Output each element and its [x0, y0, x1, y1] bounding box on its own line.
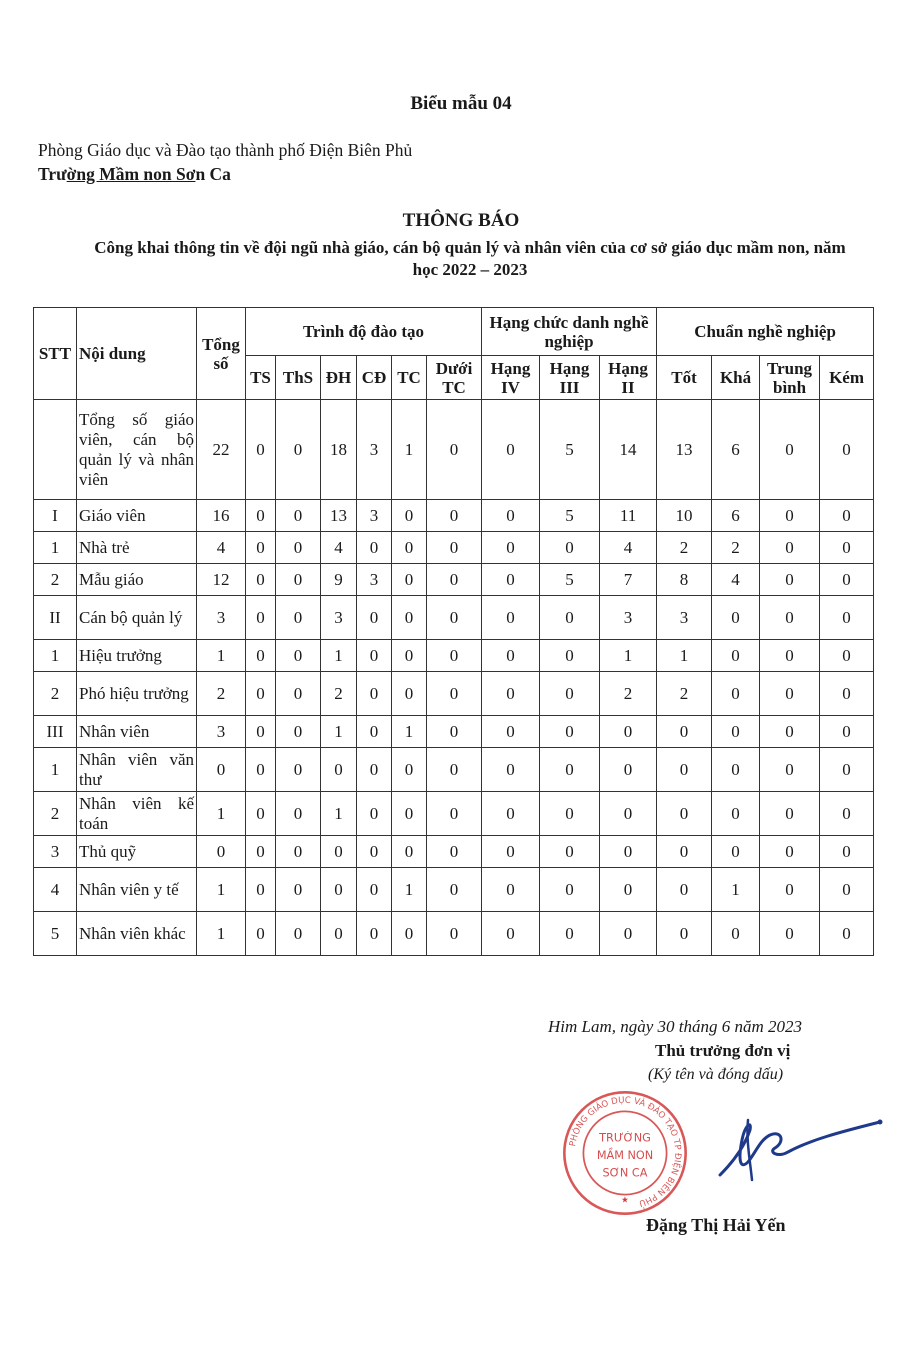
row-value: 0 — [276, 792, 321, 836]
row-total: 1 — [197, 792, 246, 836]
row-value: 0 — [392, 792, 427, 836]
row-value: 0 — [712, 672, 760, 716]
row-value: 0 — [600, 748, 657, 792]
row-value: 3 — [321, 596, 357, 640]
row-value: 0 — [246, 716, 276, 748]
row-value: 0 — [482, 912, 540, 956]
row-value: 0 — [427, 912, 482, 956]
department-name: Phòng Giáo dục và Đào tạo thành phố Điện Biên Phủ — [38, 140, 413, 160]
row-value: 0 — [276, 672, 321, 716]
row-value: 0 — [760, 868, 820, 912]
row-value: 0 — [712, 596, 760, 640]
row-value: 3 — [657, 596, 712, 640]
row-value: 0 — [321, 868, 357, 912]
row-value: 0 — [760, 596, 820, 640]
row-value: 0 — [392, 672, 427, 716]
row-value: 0 — [482, 596, 540, 640]
row-value: 5 — [540, 564, 600, 596]
row-value: 2 — [657, 672, 712, 716]
row-value: 4 — [712, 564, 760, 596]
staff-table — [33, 307, 874, 956]
row-value: 0 — [392, 500, 427, 532]
row-value: 0 — [482, 400, 540, 500]
row-value: 0 — [427, 500, 482, 532]
row-value: 0 — [427, 640, 482, 672]
row-value: 0 — [600, 716, 657, 748]
row-value: 2 — [321, 672, 357, 716]
signer-note: (Ký tên và đóng dấu) — [648, 1066, 784, 1083]
row-total: 1 — [197, 912, 246, 956]
table-row — [34, 836, 874, 868]
row-value: 0 — [246, 868, 276, 912]
row-value: 0 — [321, 836, 357, 868]
row-value: 4 — [600, 532, 657, 564]
place-date: Him Lam, ngày 30 tháng 6 năm 2023 — [548, 1017, 803, 1036]
row-value: 0 — [392, 640, 427, 672]
row-total: 22 — [197, 400, 246, 500]
row-value: 6 — [712, 500, 760, 532]
row-total: 12 — [197, 564, 246, 596]
row-value: 3 — [357, 500, 392, 532]
row-value: 0 — [657, 912, 712, 956]
table-row — [34, 596, 874, 640]
row-value: 0 — [600, 868, 657, 912]
row-value: 0 — [760, 564, 820, 596]
row-value: 0 — [357, 672, 392, 716]
document-subtitle: Công khai thông tin về đội ngũ nhà giáo, cán bộ quản lý và nhân viên của cơ sở giáo dục mầm non, năm học 2022 – 2023 — [94, 238, 846, 279]
row-value: 1 — [321, 640, 357, 672]
row-value: 0 — [760, 836, 820, 868]
row-value: 0 — [482, 836, 540, 868]
header-total: Tổng số — [197, 308, 246, 400]
row-value: 0 — [657, 792, 712, 836]
header-column: Dưới TC — [427, 356, 482, 400]
table-row — [34, 500, 874, 532]
row-value: 0 — [427, 836, 482, 868]
row-stt: 1 — [34, 532, 77, 564]
signer-name: Đặng Thị Hải Yến — [646, 1215, 786, 1235]
row-value: 0 — [600, 792, 657, 836]
row-value: 0 — [482, 532, 540, 564]
row-value: 0 — [820, 836, 874, 868]
row-total: 0 — [197, 748, 246, 792]
row-stt: I — [34, 500, 77, 532]
official-stamp — [560, 1088, 690, 1218]
table-row — [34, 672, 874, 716]
row-value: 0 — [321, 748, 357, 792]
row-value: 0 — [392, 836, 427, 868]
row-stt: III — [34, 716, 77, 748]
row-value: 1 — [712, 868, 760, 912]
row-value: 1 — [321, 716, 357, 748]
row-value: 0 — [246, 564, 276, 596]
row-value: 0 — [820, 596, 874, 640]
form-number: Biểu mẫu 04 — [410, 93, 512, 114]
header-stt: STT — [34, 308, 77, 400]
row-value: 1 — [600, 640, 657, 672]
row-stt: 1 — [34, 748, 77, 792]
header-column: ThS — [276, 356, 321, 400]
row-name: Cán bộ quản lý — [77, 596, 197, 640]
stamp-ring-text: PHÒNG GIÁO DỤC VÀ ĐÀO TẠO TP ĐIỆN BIÊN PHỦ — [568, 1095, 683, 1209]
row-total: 2 — [197, 672, 246, 716]
header-column: Hạng IV — [482, 356, 540, 400]
row-value: 7 — [600, 564, 657, 596]
header-column: TC — [392, 356, 427, 400]
row-value: 0 — [540, 912, 600, 956]
row-total: 0 — [197, 836, 246, 868]
table-row — [34, 532, 874, 564]
table-row — [34, 868, 874, 912]
row-value: 0 — [357, 792, 392, 836]
row-value: 0 — [712, 748, 760, 792]
row-value: 0 — [760, 640, 820, 672]
row-value: 0 — [482, 672, 540, 716]
row-value: 0 — [246, 500, 276, 532]
row-name: Mẫu giáo — [77, 564, 197, 596]
row-value: 0 — [246, 792, 276, 836]
row-value: 0 — [760, 716, 820, 748]
header-group-training: Trình độ đào tạo — [246, 308, 482, 356]
row-value: 0 — [820, 748, 874, 792]
row-value: 0 — [657, 868, 712, 912]
row-value: 0 — [427, 400, 482, 500]
row-value: 6 — [712, 400, 760, 500]
row-value: 0 — [760, 532, 820, 564]
row-value: 0 — [357, 868, 392, 912]
row-value: 10 — [657, 500, 712, 532]
row-value: 0 — [712, 792, 760, 836]
signer-title: Thủ trưởng đơn vị — [655, 1041, 791, 1060]
header-column: TS — [246, 356, 276, 400]
row-name: Thủ quỹ — [77, 836, 197, 868]
row-value: 13 — [657, 400, 712, 500]
row-value: 0 — [540, 640, 600, 672]
header-column: CĐ — [357, 356, 392, 400]
row-name: Nhân viên kế toán — [77, 792, 197, 836]
row-value: 0 — [712, 836, 760, 868]
row-value: 0 — [276, 868, 321, 912]
row-name: Nhà trẻ — [77, 532, 197, 564]
row-value: 0 — [820, 532, 874, 564]
row-value: 5 — [540, 400, 600, 500]
row-value: 0 — [276, 596, 321, 640]
table-row — [34, 640, 874, 672]
row-value: 18 — [321, 400, 357, 500]
row-stt: 3 — [34, 836, 77, 868]
row-value: 0 — [760, 400, 820, 500]
row-value: 0 — [276, 532, 321, 564]
row-stt: 1 — [34, 640, 77, 672]
row-value: 0 — [712, 640, 760, 672]
row-value: 0 — [276, 716, 321, 748]
row-value: 0 — [392, 532, 427, 564]
row-value: 0 — [600, 912, 657, 956]
stamp-line: MẦM NON — [596, 1149, 654, 1163]
header-group-rank: Hạng chức danh nghề nghiệp — [482, 308, 657, 356]
row-value: 11 — [600, 500, 657, 532]
row-value: 3 — [357, 564, 392, 596]
header-column: Kém — [820, 356, 874, 400]
row-value: 14 — [600, 400, 657, 500]
row-value: 0 — [482, 868, 540, 912]
row-stt: 5 — [34, 912, 77, 956]
row-value: 2 — [657, 532, 712, 564]
row-value: 0 — [357, 640, 392, 672]
handwritten-signature — [690, 1100, 890, 1190]
row-value: 0 — [482, 564, 540, 596]
row-value: 0 — [392, 564, 427, 596]
row-value: 0 — [357, 836, 392, 868]
row-value: 0 — [540, 716, 600, 748]
header-content: Nội dung — [77, 308, 197, 400]
table-row — [34, 400, 874, 500]
row-value: 0 — [820, 912, 874, 956]
row-value: 8 — [657, 564, 712, 596]
row-value: 0 — [246, 836, 276, 868]
row-stt — [34, 400, 77, 500]
row-name: Nhân viên văn thư — [77, 748, 197, 792]
row-value: 0 — [760, 500, 820, 532]
header-column: Hạng II — [600, 356, 657, 400]
row-value: 0 — [820, 400, 874, 500]
header-row-groups — [34, 308, 874, 356]
row-value: 0 — [540, 596, 600, 640]
row-total: 3 — [197, 716, 246, 748]
document-title: THÔNG BÁO — [402, 210, 520, 231]
row-value: 0 — [357, 532, 392, 564]
row-value: 0 — [276, 748, 321, 792]
row-name: Nhân viên — [77, 716, 197, 748]
row-value: 0 — [657, 716, 712, 748]
school-name-prefix: Trư — [38, 164, 67, 184]
row-value: 0 — [427, 532, 482, 564]
stamp-star-icon: ★ — [621, 1194, 629, 1205]
row-value: 0 — [246, 640, 276, 672]
row-value: 0 — [820, 564, 874, 596]
row-stt: 2 — [34, 564, 77, 596]
stamp-line: TRƯỜNG — [599, 1131, 651, 1145]
table-row — [34, 716, 874, 748]
row-value: 0 — [540, 836, 600, 868]
row-value: 0 — [820, 868, 874, 912]
row-value: 0 — [657, 748, 712, 792]
row-value: 0 — [427, 716, 482, 748]
row-value: 0 — [392, 748, 427, 792]
row-stt: II — [34, 596, 77, 640]
table-row — [34, 748, 874, 792]
row-name: Nhân viên y tế — [77, 868, 197, 912]
table-row — [34, 912, 874, 956]
row-value: 0 — [820, 716, 874, 748]
row-value: 0 — [657, 836, 712, 868]
row-value: 0 — [760, 912, 820, 956]
row-value: 0 — [760, 672, 820, 716]
row-value: 0 — [357, 748, 392, 792]
row-value: 0 — [820, 792, 874, 836]
row-stt: 4 — [34, 868, 77, 912]
row-total: 3 — [197, 596, 246, 640]
row-value: 0 — [482, 640, 540, 672]
row-name: Phó hiệu trưởng — [77, 672, 197, 716]
row-value: 0 — [482, 792, 540, 836]
row-value: 0 — [760, 748, 820, 792]
stamp-line: SƠN CA — [602, 1166, 648, 1180]
row-value: 0 — [392, 912, 427, 956]
row-value: 3 — [357, 400, 392, 500]
row-value: 0 — [321, 912, 357, 956]
row-value: 0 — [712, 912, 760, 956]
table-row — [34, 792, 874, 836]
row-value: 0 — [276, 500, 321, 532]
row-value: 0 — [482, 716, 540, 748]
row-value: 0 — [276, 564, 321, 596]
row-value: 0 — [427, 748, 482, 792]
row-value: 0 — [246, 912, 276, 956]
row-value: 0 — [427, 672, 482, 716]
row-value: 0 — [357, 716, 392, 748]
header-column: Khá — [712, 356, 760, 400]
row-value: 3 — [600, 596, 657, 640]
row-value: 0 — [427, 868, 482, 912]
row-stt: 2 — [34, 792, 77, 836]
row-value: 0 — [820, 672, 874, 716]
row-value: 0 — [482, 748, 540, 792]
row-value: 0 — [712, 716, 760, 748]
row-value: 0 — [276, 400, 321, 500]
row-name: Giáo viên — [77, 500, 197, 532]
row-value: 0 — [760, 792, 820, 836]
row-value: 0 — [820, 640, 874, 672]
row-name: Nhân viên khác — [77, 912, 197, 956]
row-total: 16 — [197, 500, 246, 532]
header-column: ĐH — [321, 356, 357, 400]
row-value: 0 — [246, 532, 276, 564]
row-value: 5 — [540, 500, 600, 532]
row-value: 0 — [357, 596, 392, 640]
row-value: 0 — [540, 748, 600, 792]
row-value: 0 — [246, 400, 276, 500]
row-value: 0 — [427, 564, 482, 596]
row-value: 0 — [427, 596, 482, 640]
row-total: 1 — [197, 640, 246, 672]
header-group-standard: Chuẩn nghề nghiệp — [657, 308, 874, 356]
row-value: 0 — [600, 836, 657, 868]
row-value: 9 — [321, 564, 357, 596]
row-total: 1 — [197, 868, 246, 912]
row-value: 0 — [276, 640, 321, 672]
row-value: 0 — [246, 748, 276, 792]
row-value: 0 — [276, 836, 321, 868]
school-name-underlined: ờng Mầm non Sơ — [66, 164, 196, 184]
row-value: 4 — [321, 532, 357, 564]
row-value: 0 — [540, 868, 600, 912]
row-value: 13 — [321, 500, 357, 532]
row-value: 2 — [712, 532, 760, 564]
row-value: 1 — [392, 868, 427, 912]
school-name — [38, 164, 231, 185]
row-value: 2 — [600, 672, 657, 716]
row-name: Hiệu trưởng — [77, 640, 197, 672]
row-total: 4 — [197, 532, 246, 564]
row-name: Tổng số giáo viên, cán bộ quản lý và nhân viên — [77, 400, 197, 500]
header-column: Hạng III — [540, 356, 600, 400]
row-value: 0 — [357, 912, 392, 956]
row-stt: 2 — [34, 672, 77, 716]
header-column: Trung bình — [760, 356, 820, 400]
header-column: Tốt — [657, 356, 712, 400]
row-value: 0 — [427, 792, 482, 836]
row-value: 0 — [276, 912, 321, 956]
row-value: 0 — [540, 672, 600, 716]
row-value: 0 — [392, 596, 427, 640]
row-value: 0 — [540, 792, 600, 836]
row-value: 1 — [392, 400, 427, 500]
row-value: 0 — [540, 532, 600, 564]
row-value: 0 — [246, 596, 276, 640]
row-value: 1 — [392, 716, 427, 748]
row-value: 0 — [482, 500, 540, 532]
row-value: 0 — [246, 672, 276, 716]
row-value: 1 — [657, 640, 712, 672]
row-value: 0 — [820, 500, 874, 532]
table-row — [34, 564, 874, 596]
school-name-suffix: n Ca — [195, 164, 231, 184]
row-value: 1 — [321, 792, 357, 836]
